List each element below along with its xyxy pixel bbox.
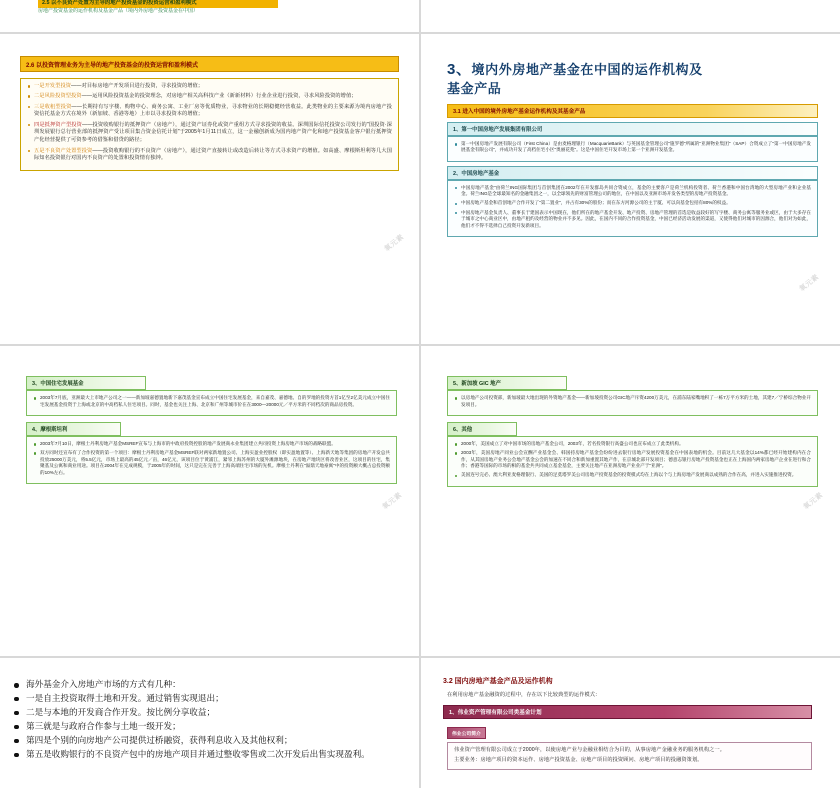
list-item-text: ——投资收购银行的抵押资产（房地产），通过资产证券化或资产重组方式寻求投资的收益。深圳国际信托投资公司发行的"国投资·深圳发展银行总行营业部的抵押资产受让项目集合资金信托计划"于2005年1月11日成立，这一金融创新成为国内地产资产化和地产投资基金客户银行抵押资产化经营提供了可资参考的借鉴和借贷的路径； bbox=[34, 121, 392, 144]
slide-7-body bbox=[421, 658, 840, 788]
group-title: 1、第一中国房地产发展集团有限公司 bbox=[453, 126, 543, 133]
slide-5-group-1-box bbox=[447, 390, 818, 416]
slide-7-group-header bbox=[443, 705, 812, 719]
group-title: 1、伟业资产管理有限公司类基金计划 bbox=[449, 709, 542, 716]
slide-6-body bbox=[0, 658, 419, 788]
list-item bbox=[27, 104, 392, 120]
list-item bbox=[27, 83, 392, 91]
slide-3-title-line2: 基金产品 bbox=[447, 81, 502, 97]
slide-thumbnail-4[interactable] bbox=[0, 346, 419, 656]
slide-1-body bbox=[0, 0, 419, 32]
slide-7-section-label: 3.2 国内房地产基金产品及运作机构 bbox=[443, 678, 553, 685]
list-item: 以房地产公司投资部，新加坡最大地出现的外资地产基金——新加坡投资公司GIC地产斥资4200万美元，在浦东陆家嘴地积了一栋7万平方米的土地，其建7／宁桥综合物业开发项目。 bbox=[454, 395, 811, 408]
slide-3-title-number: 3、 bbox=[447, 61, 472, 78]
slide-4-group-2-list bbox=[33, 441, 390, 477]
list-item: 2003年，美国房地产同业公会宣酬产业基金会、韩国持房地产基金会纷纷进去银行房地产发展投资基金在中国表地的机会。目前这几大基金以14%都已经开始建构内在合作，从其国房地产业务公会地产基金公会的加速在不同合和新加重置其地产作，在京城北部开发项目；德意志银行房地产投资基金也正在上海国内两家房地产企业在进行和合作；香港等国际的市场的相的基金共共同成立基金基金，主要关注地产在亚洲房地产业业产于"亚洲"。 bbox=[454, 450, 811, 470]
slide-thumbnail-2[interactable] bbox=[0, 34, 419, 344]
slide-7-content-box bbox=[447, 742, 812, 770]
list-item: 中国房地产基金负责人、董事长于建国表示中国现在，他们所在的地产基金开发、地产投资、房地产管理的首选是收益较好的写字楼、商务公寓等服务业或区，由于大多存在于城市之中心商业区中，由地产租约及经营的物业并不多见。因此，在国内不同的合作投资基金，中国已经济活动发展的渠道，又使得他们对城市的因源合，他们对为如此，他们才不得不选择自己投资开发新项目。 bbox=[454, 210, 811, 230]
list-item-text: ——投资收购银行的不良资产（房地产），通过资产直接转让或改造后转让等方式寻求资产的增值。如高盛、摩根斯坦利等几大国际知名投资银行对国内不良资产的处置和投资情有独钟。 bbox=[34, 147, 392, 162]
list-item-lead: 一是开发型投资 bbox=[34, 83, 72, 89]
slide-5-group-2-box bbox=[447, 436, 818, 487]
watermark: 氧元素 bbox=[798, 273, 821, 294]
list-item bbox=[27, 122, 392, 145]
slide-1-title: 2.5 以不良资产处置为主导的地产投资基金的投资运营和盈利模式 bbox=[38, 0, 278, 8]
slide-4-group-1-list bbox=[33, 395, 390, 408]
slide-3-body bbox=[421, 34, 840, 344]
slide-thumbnail-7[interactable] bbox=[421, 658, 840, 788]
group-title: 6、其他 bbox=[453, 426, 473, 433]
slide-3-group-2-list bbox=[454, 185, 811, 230]
slide-5-body bbox=[421, 346, 840, 656]
watermark: 氧元素 bbox=[381, 491, 404, 512]
list-item-lead: 四是抵押资产型投资 bbox=[34, 121, 82, 128]
slide-4-body bbox=[0, 346, 419, 656]
slide-3-section-label: 3.1 进入中国的境外房地产基金运作机构及其基金产品 bbox=[453, 108, 586, 115]
slide-3-group-2-header bbox=[447, 166, 818, 180]
slide-7-body-line-2: 主要业务：房地产项目的资本运作、房地产投资基金、房地产项目的投资顾问、房地产项目的投融资策划。 bbox=[454, 757, 703, 764]
list-item-text: ——长期持有写字楼、购物中心、商务公寓、工业厂房等优质物业，寻求物业的长期稳健经营收益。此类物业的主要来源为境内房地产投资信托基金方式在境外（新加坡、香港等地）上市以寻求投资本的增值； bbox=[34, 103, 392, 118]
group-title: 5、新加坡 GIC 地产 bbox=[453, 381, 501, 387]
group-title: 3、中国住宅发展基金 bbox=[32, 381, 84, 387]
slide-thumbnail-3[interactable] bbox=[421, 34, 840, 344]
list-item: 2003年7月10日，摩根士丹利房地产基金MSREF宣布与上海市的中政府投资控股的地产发展商永业集团建立共同投资上海房地产市场的战略联盟。 bbox=[33, 441, 390, 448]
list-item-lead: 三是收租型投资 bbox=[34, 103, 72, 110]
slide-thumbnail-1b[interactable] bbox=[421, 0, 840, 32]
slide-5-group-2-list bbox=[454, 441, 811, 479]
slide-3-page-title bbox=[447, 60, 818, 98]
list-item: 第一中国房地产发展有限公司（First China）是由麦格理银行（MacquarieBank）与英国基金管理公司"施罗德"所属的"亚洲物业集团"（SAP）合资成立了"第一中国房地产发展基金有限公司"，并成功开发了高档住宅小区"奥丽花苑"。这是中国住宅开发市场上第一个亚洲开发基金。 bbox=[454, 141, 811, 154]
watermark: 氧元素 bbox=[802, 491, 825, 512]
slide-2-title: 2.6 以投资管理业务为主导的地产投资基金的投资运营和盈利模式 bbox=[26, 62, 199, 69]
slide-2-content-box bbox=[20, 78, 399, 171]
slide-4-group-2-header bbox=[26, 422, 121, 436]
slide-3-group-1-header bbox=[447, 122, 818, 136]
slide-2-title-bar bbox=[20, 56, 399, 72]
list-item: 一是自主投资取得土地和开发。通过销售实现退出； bbox=[12, 692, 407, 706]
slide-5-group-1-header bbox=[447, 376, 567, 390]
slide-7-subheader bbox=[447, 727, 486, 739]
slide-3-group-2-box bbox=[447, 180, 818, 237]
list-item: 美国连号完必、澳大利亚麦格理银行、美国的足莫塔罗美公司房地产投资基金的投资模式均在上海以个与上海房地产发展商以成熟的合作在高，并进入实施推进投资。 bbox=[454, 472, 811, 479]
slide-thumbnail-5[interactable] bbox=[421, 346, 840, 656]
sub-title: 伟业公司简介 bbox=[452, 731, 481, 737]
list-item-text: ——对目标房地产开发项目进行投资，寻求投资的增值； bbox=[71, 83, 204, 89]
slide-4-group-1-header bbox=[26, 376, 146, 390]
slide-3-group-1-list bbox=[454, 141, 811, 154]
list-item: 中国房地产基金"由荷兰ING国际集团与首创集团在2002年在开发群岛共同合资成立，基金的主要客户是荷兰机构投资者、荷兰香港和中国台湾地的大型房地产业和企业基金。荷兰ING是全球最知名的金融集团之一，以全球领先的财富管理公司的地位，在中国以及亚洲市场开发各类型的房地产投资基金。 bbox=[454, 185, 811, 198]
watermark: 氧元素 bbox=[383, 233, 406, 254]
list-item bbox=[27, 148, 392, 164]
slide-7-body-line-1: 伟业资产管理有限公司成立于2000年，以使房地产业与金融业相结合为目的，从事房地产金融业务的服务机构之一。 bbox=[454, 747, 726, 754]
slide-thumbnail-6[interactable] bbox=[0, 658, 419, 788]
list-item: 海外基金介入房地产市场的方式有几种： bbox=[12, 678, 407, 692]
list-item: 第五是收购银行的不良资产包中的房地产项目并通过整收零售或二次开发后出售实现盈利。 bbox=[12, 748, 407, 762]
slide-1-subtitle: 房地产投资基金的运作机构及基金产品（境内外房地产投资基金在中国） bbox=[38, 8, 199, 14]
list-item-text: ——运用风险投资基金的投资理念，对房地产相关高科技产业（新新材料）行业企业进行投资，寻求风险投资的增值； bbox=[81, 93, 357, 100]
slide-2-bullet-list bbox=[27, 83, 392, 163]
slide-thumbnail-1[interactable] bbox=[0, 0, 419, 32]
list-item-lead: 二是风险投资型投资 bbox=[34, 93, 82, 100]
list-item: 双方同时还宣布有了合作投资的第一个项目：摩根士丹利房地产基金MSREF联对两家新地置公司、上海实盈业控股权（即实盈地置等）、上海新天地等集团的房地产开发总共投放25000万美元，将5.5亿元，市场上最高的45亿元／亩，46亿元，该项目位于黄浦江，紧邻上海苏州的大厦外滩源地块，在房地产地块区将改善业区，这项目的住宅，集聚基及公寓和商业用途。项目在2004年在完成规模，于2005年的时间，这只是完在完善于上海高端住宅市场的先机。摩根士丹利在"溢鼎天地豪寓"中的投资额大概占总投资额的10%左右。 bbox=[33, 450, 390, 477]
slide-3-section-bar bbox=[447, 104, 818, 118]
slide-5-group-2-header bbox=[447, 422, 517, 436]
slide-2-body bbox=[0, 34, 419, 344]
list-item: 2000年，美国成立了对中国市场的房地产基金公司，2003年，若名投资银行高盛公司也宣布成立了此类机构。 bbox=[454, 441, 811, 448]
list-item-lead: 五是不良资产处置型投资 bbox=[34, 147, 93, 154]
group-title: 2、中国房地产基金 bbox=[453, 170, 500, 177]
list-item: 2003年7月底，亚洲最大上市地产公司之一——新加坡嘉德置地新下嘉茂基金宣布成立中国住宅发展基金，来自嘉茂、嘉德地、自的罗地的投资方首1亿至2亿美元成立中国住宅发展基金投资于上海或北京的中高档私人住宅项目。同时，基金也关注上海、北京和广州等城市价在在3000—20000元／平方米的不同档次的商品房投资。 bbox=[33, 395, 390, 408]
slide-3-group-1-box bbox=[447, 136, 818, 162]
slide-3-title-main: 境内外房地产基金在中国的运作机构及 bbox=[471, 62, 703, 77]
slide-6-bullet-list bbox=[12, 678, 407, 762]
list-item: 第三就是与政府合作参与土地一级开发； bbox=[12, 720, 407, 734]
list-item bbox=[27, 93, 392, 101]
slide-4-group-1-box bbox=[26, 390, 397, 416]
list-item: 二是与本地的开发商合作开发。按比例分享收益； bbox=[12, 706, 407, 720]
list-item: 第四是个别的向房地产公司提供过桥融资，获得利息收入及其他权利； bbox=[12, 734, 407, 748]
group-title: 4、摩根斯坦利 bbox=[32, 426, 68, 433]
slide-4-group-2-box bbox=[26, 436, 397, 484]
slide-7-intro: 在利用房地产基金融资的过程中，存在以下比较典型的运作模式： bbox=[447, 692, 601, 698]
slide-5-group-1-list bbox=[454, 395, 811, 408]
list-item: 中国房地产基金和首创地产合作开发了"第二置业"，并占有30%的股份；而在东方河源公司的主于厦、可以向基金包括有80%的权益。 bbox=[454, 200, 811, 207]
